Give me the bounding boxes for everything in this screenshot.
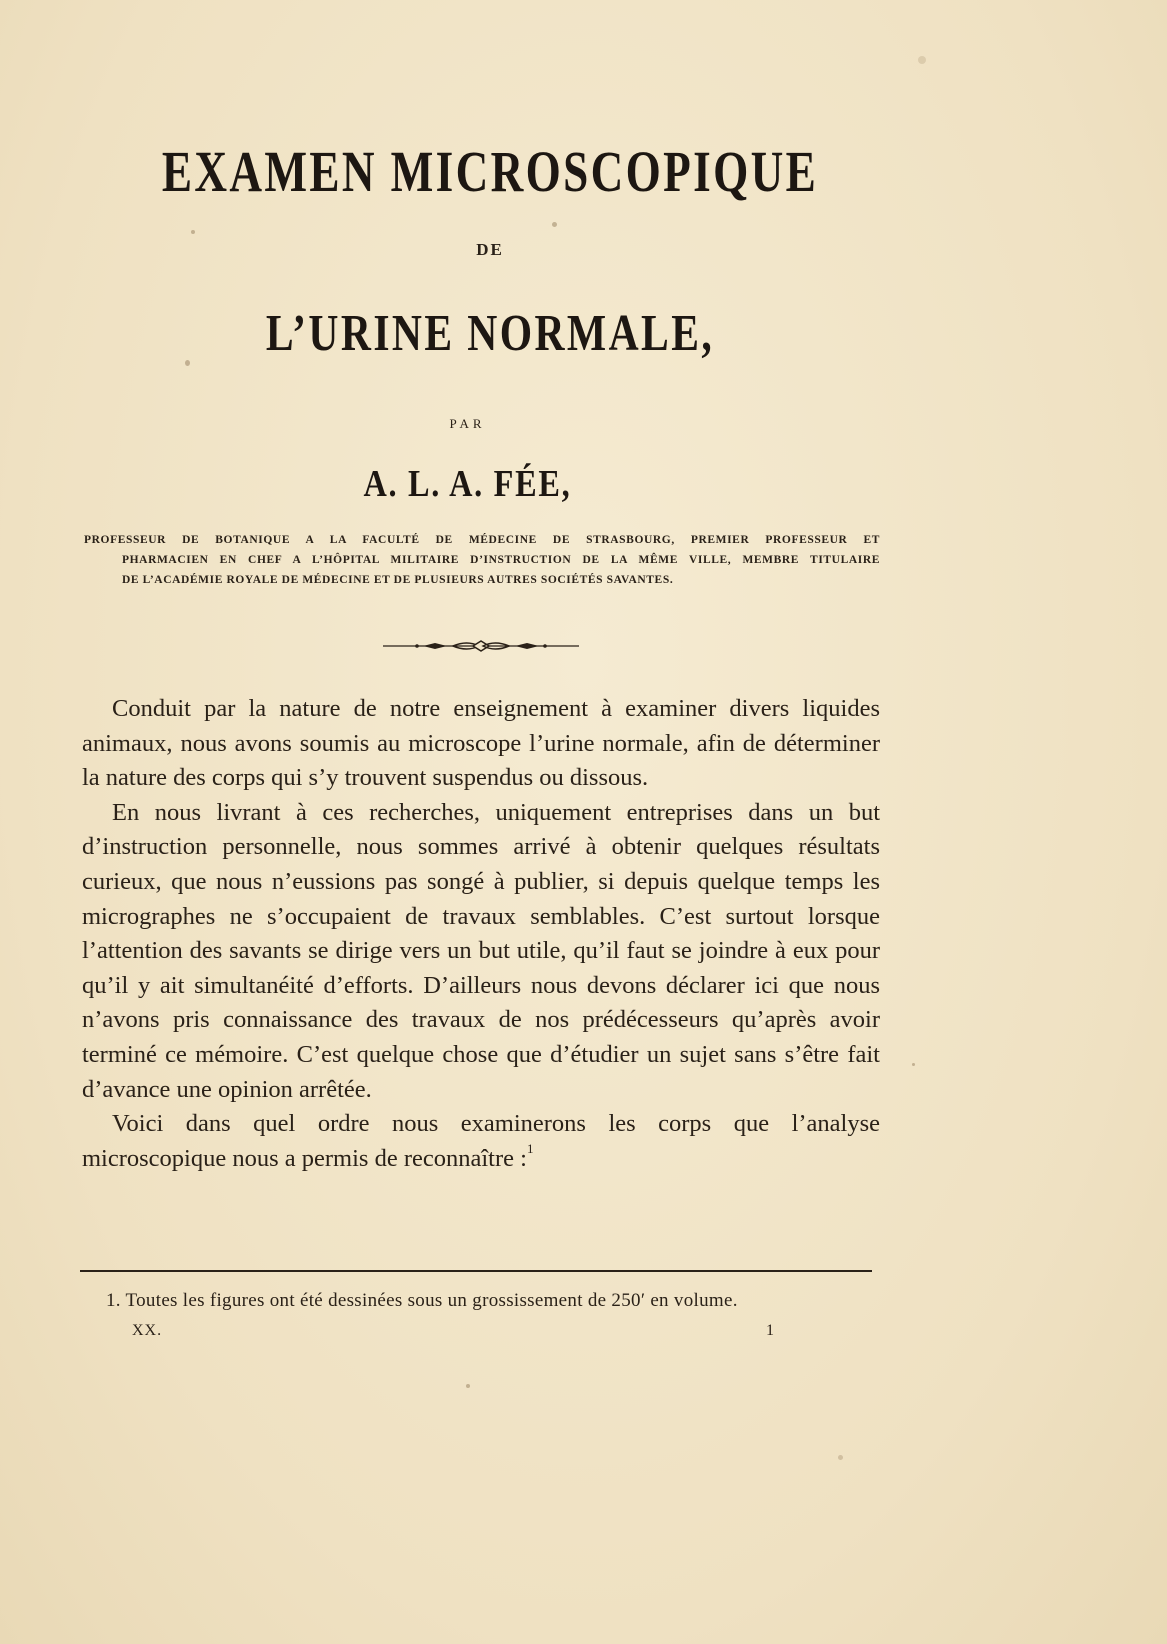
footnote-rule [80,1270,872,1272]
credentials-line-2: PHARMACIEN EN CHEF A L’HÔPITAL MILITAIRE D’INSTRUCTION DE LA MÊME VILLE, MEMBRE TITULAIRE [122,554,880,566]
signature-number: 1 [766,1322,774,1339]
signature-mark: XX. [132,1322,163,1339]
title-connector: DE [476,240,504,259]
paper-speck [466,1384,470,1388]
footnote: 1. Toutes les figures ont été dessinées sous un grossissement de 250′ en volume. [106,1290,738,1311]
paragraph-2: En nous livrant à ces recherches, uniquement entreprises dans un but d’instruction personnelle, nous sommes arrivé à obtenir quelques résultats curieux, que nous n’eussions pas songé à publier, si depuis quelque temps les micrographes ne s’occupaient de travaux semblables. C’est surtout lorsque l’attention des savants se dirige vers un but utile, qu’il faut se joindre à eux pour qu’il y ait simultanéité d’efforts. D’ailleurs nous devons déclarer ici que nous n’avons pris connaissance des travaux de nos prédécesseurs qu’après avoir terminé ce mémoire. C’est quelque chose que d’étudier un sujet sans s’être fait d’avance une opinion arrêtée. [82,798,880,1103]
subtitle: L’URINE NORMALE, [265,305,715,362]
paragraph-1: Conduit par la nature de notre enseignement à examiner divers liquides animaux, nous avons soumis au microscope l’urine normale, afin de déterminer la nature des corps qui s’y trouvent suspendus ou dissous. [82,695,880,792]
author-name: A. L. A. FÉE, [363,463,572,505]
paragraph-3-text: Voici dans quel ordre nous examinerons les corps que l’analyse microscopique nous a permis de reconnaître : [82,1110,880,1172]
ornament-divider-icon [383,638,579,654]
credentials-line-1: PROFESSEUR DE BOTANIQUE A LA FACULTÉ DE MÉDECINE DE STRASBOURG, PREMIER PROFESSEUR ET [84,534,880,546]
paper-speck [185,360,190,366]
author-credentials [84,530,880,590]
paper-speck [912,1063,915,1066]
paper-speck [838,1455,843,1460]
credentials-line-3: DE L’ACADÉMIE ROYALE DE MÉDECINE ET DE PLUSIEURS AUTRES SOCIÉTÉS SAVANTES. [122,574,674,586]
main-title: EXAMEN MICROSCOPIQUE [161,139,819,204]
paper-speck [191,230,195,234]
paper-speck [552,222,557,227]
body-text [82,692,880,1176]
paper-speck [918,56,926,64]
footnote-ref[interactable]: 1 [526,1140,534,1156]
paragraph-3 [82,1107,880,1176]
by-label: PAR [449,416,486,431]
